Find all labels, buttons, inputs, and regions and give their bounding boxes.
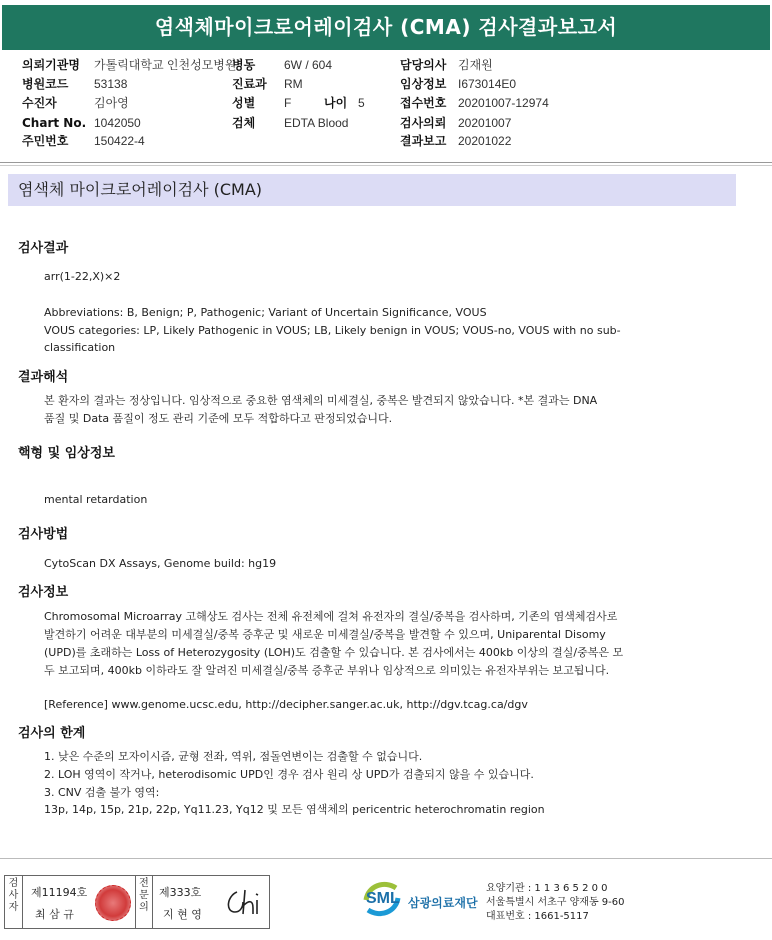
limits-heading: 검사의 한계	[18, 726, 86, 741]
limit-item: 3. CNV 검출 불가 영역:	[44, 786, 160, 799]
sign1-name: 최 삼 규	[35, 908, 74, 921]
info-line: Chromosomal Microarray 고해상도 검사는 전체 유전체에 걸쳐 유전자의 결실/중복을 검사하며, 기존의 염색체검사로	[44, 610, 618, 623]
limit-item: 2. LOH 영역이 작거나, heterodisomic UPD인 경우 검사 원리 상 UPD가 검출되지 않을 수 있습니다.	[44, 768, 534, 781]
ward-label: 병동	[232, 58, 256, 72]
divider	[0, 165, 772, 166]
specimen-value: EDTA Blood	[284, 116, 349, 130]
abbrev-line: Abbreviations: B, Benign; P, Pathogenic; Variant of Uncertain Significance, VOUS	[44, 306, 487, 319]
age-label: 나이	[324, 96, 348, 110]
institution-label: 의뢰기관명	[22, 58, 80, 72]
result-line: arr(1-22,X)×2	[44, 270, 121, 283]
doctor-label: 담당의사	[400, 58, 447, 72]
age-value: 5	[358, 96, 365, 110]
sex-label: 성별	[232, 96, 256, 110]
interpretation-line: 품질 및 Data 품질이 정도 관리 기준에 모두 적합하다고 판정되었습니다.	[44, 412, 393, 425]
interpretation-line: 본 환자의 결과는 정상입니다. 임상적으로 중요한 염색체의 미세결실, 중복은 발견되지 않았습니다. *본 결과는 DNA	[44, 394, 598, 407]
clinical-info-value: I673014E0	[458, 77, 517, 91]
reference-line: [Reference] www.genome.ucsc.edu, http://decipher.sanger.ac.uk, http://dgv.tcag.ca/dgv	[44, 698, 528, 711]
chart-label: Chart No.	[22, 116, 87, 130]
patient-value: 김아영	[94, 96, 129, 110]
abbrev-line: VOUS categories: LP, Likely Pathogenic in VOUS; LB, Likely benign in VOUS; VOUS-no, VOUS with no sub-	[44, 324, 621, 337]
institution-phone: 대표번호 : 1661-5117	[486, 911, 589, 922]
signature-icon	[223, 886, 265, 920]
hospital-code-value: 53138	[94, 77, 128, 91]
report-label: 결과보고	[400, 134, 447, 148]
dept-value: RM	[284, 77, 303, 91]
seal-stamp-icon	[95, 885, 131, 921]
institution-address: 서울특별시 서초구 양재동 9-60	[486, 897, 625, 908]
footer-divider	[0, 858, 772, 859]
request-label: 검사의뢰	[400, 116, 447, 130]
clinical-line: mental retardation	[44, 493, 148, 506]
ward-value: 6W / 604	[284, 58, 333, 72]
divider	[0, 162, 772, 163]
logo-text: SML	[366, 890, 400, 907]
info-line: 발견하기 어려운 대부분의 미세결실/중복 증후군 및 새로운 미세결실/중복을 발견할 수 있으며, Uniparental Disomy	[44, 628, 606, 641]
sign2-name: 지 현 영	[163, 908, 202, 921]
receipt-value: 20201007-12974	[458, 96, 549, 110]
dept-label: 진료과	[232, 77, 267, 91]
result-heading: 검사결과	[18, 241, 69, 256]
hospital-code-label: 병원코드	[22, 77, 69, 91]
interpretation-heading: 결과해석	[18, 370, 69, 385]
report-header	[0, 0, 772, 56]
request-value: 20201007	[458, 116, 512, 130]
id-value: 150422-4	[94, 134, 145, 148]
sign2-role: 전문의	[135, 876, 153, 928]
limit-item: 1. 낮은 수준의 모자이시즘, 균형 전좌, 역위, 점돌연변이는 검출할 수 없습니다.	[44, 750, 423, 763]
doctor-value: 김재원	[458, 58, 493, 72]
sign1-number: 제11194호	[31, 886, 88, 899]
sign1-role: 검사자	[5, 876, 23, 928]
logo-name: 삼광의료재단	[408, 896, 478, 910]
signature-box	[4, 875, 270, 929]
receipt-label: 접수번호	[400, 96, 447, 110]
method-line: CytoScan DX Assays, Genome build: hg19	[44, 557, 277, 570]
report-value: 20201022	[458, 134, 512, 148]
info-line: 두 보고되며, 400kb 이하라도 잘 알려진 미세결실/중복 증후군 부위나 임상적으로 의미있는 유전자부위는 보고됩니다.	[44, 664, 610, 677]
id-label: 주민번호	[22, 134, 69, 148]
info-heading: 검사정보	[18, 585, 69, 600]
patient-label: 수진자	[22, 96, 57, 110]
sign2-number: 제333호	[159, 886, 202, 899]
limit-item: 13p, 14p, 15p, 21p, 22p, Yq11.23, Yq12 및 모든 염색체의 pericentric heterochromatin region	[44, 803, 545, 816]
clinical-heading: 핵형 및 임상정보	[18, 446, 115, 461]
abbrev-line: classification	[44, 341, 116, 354]
info-line: (UPD)를 초래하는 Loss of Heterozygosity (LOH)도 검출할 수 있습니다. 본 검사에서는 400kb 이상의 결실/중복은 모	[44, 646, 624, 659]
method-heading: 검사방법	[18, 527, 69, 542]
institution-info	[486, 882, 625, 924]
institution-code: 요양기관 : 1 1 3 6 5 2 0 0	[486, 883, 608, 894]
report-title: 염색체마이크로어레이검사 (CMA) 검사결과보고서	[2, 5, 770, 50]
clinical-info-label: 임상정보	[400, 77, 447, 91]
institution-value: 가톨릭대학교 인천성모병원	[94, 58, 237, 72]
test-title: 염색체 마이크로어레이검사 (CMA)	[8, 174, 736, 206]
specimen-label: 검체	[232, 116, 256, 130]
sex-value: F	[284, 96, 292, 110]
chart-value: 1042050	[94, 116, 141, 130]
